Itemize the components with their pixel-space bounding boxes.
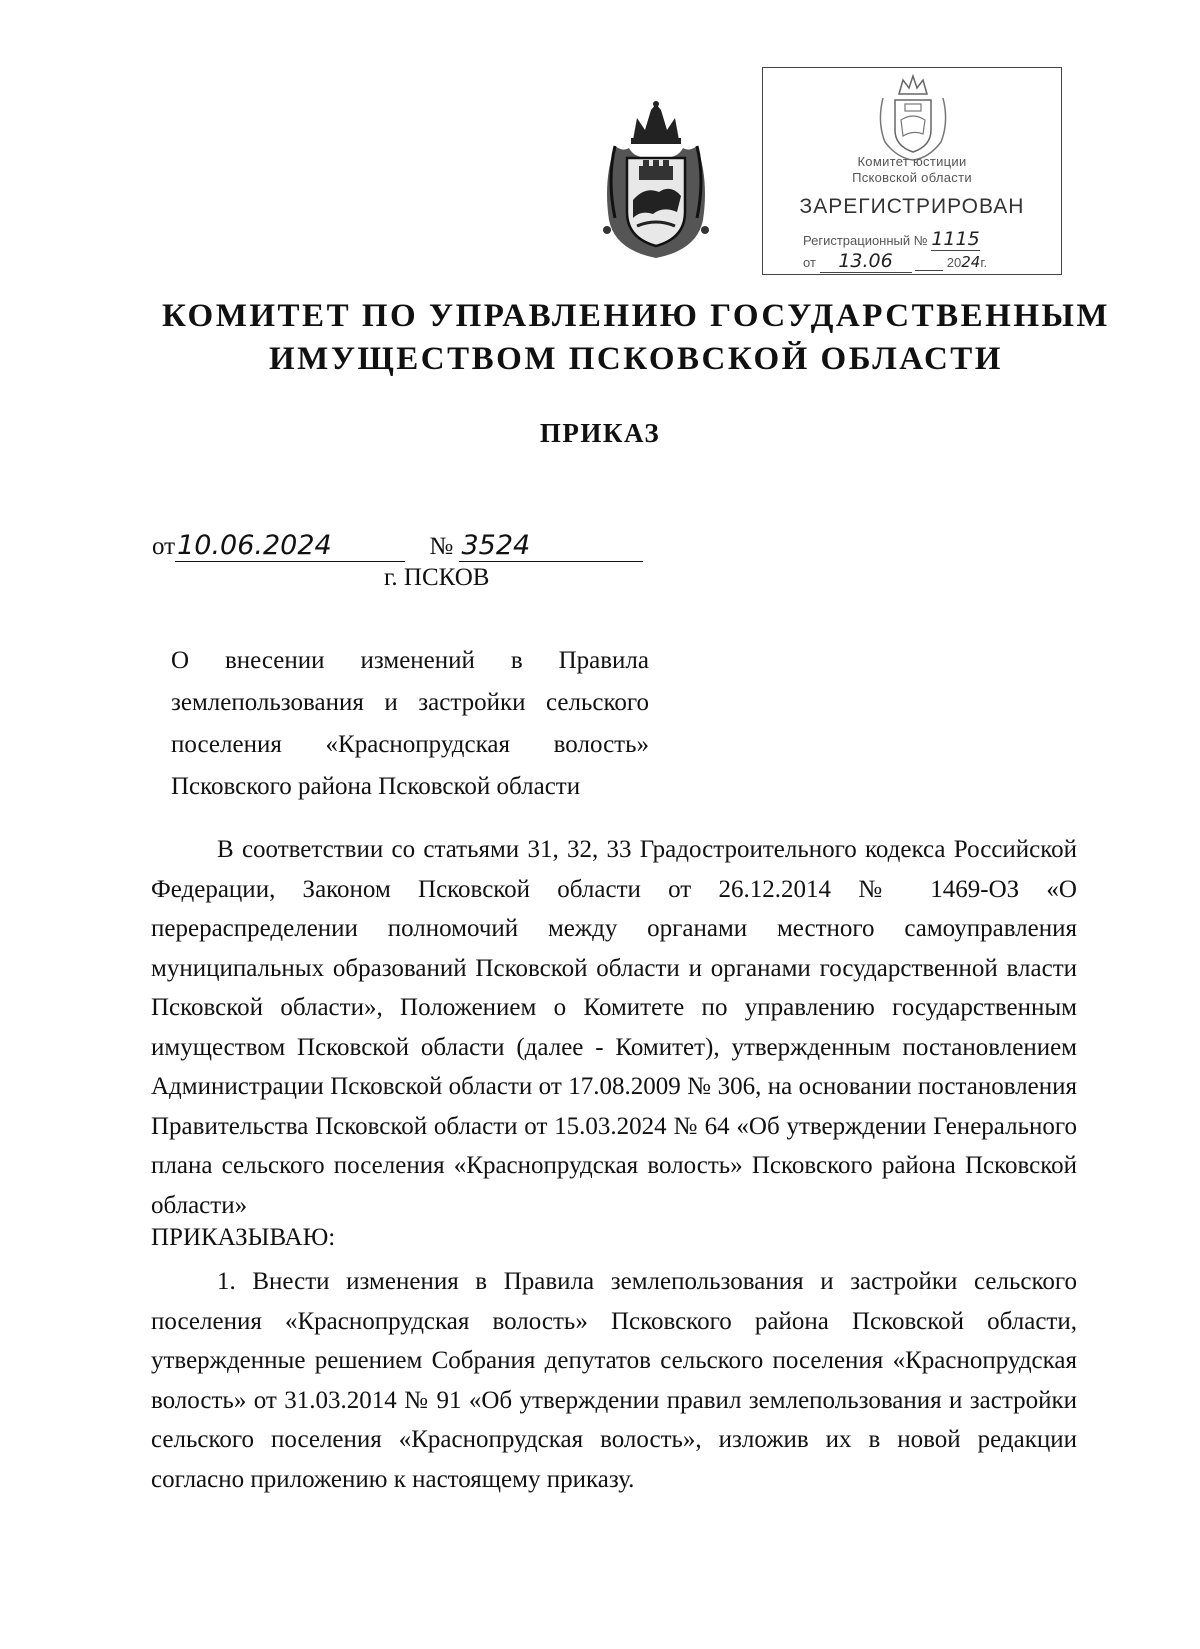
order-date-number-line bbox=[152, 531, 643, 562]
stamp-date-value: 13.06 bbox=[820, 250, 912, 273]
preamble-paragraph: В соответствии со статьями 31, 32, 33 Градостроительного кодекса Российской Федерации, Законом Псковской области от 26.12.2014 № 1469-ОЗ «О перераспределении полномочий между органами местного самоуправления муниципальных образований Псковской области и органами государственной власти Псковской области», Положением о Комитете по управлению государственным имуществом Псковской области (далее - Комитет), утвержденным постановлением Администрации Псковской области от 17.08.2009 № 306, на основании постановления Правительства Псковской области от 15.03.2024 № 64 «Об утверждении Генерального плана сельского поселения «Краснопрудская волость» Псковского района Псковской области» bbox=[151, 836, 1077, 1219]
stamp-org-line2: Псковской области bbox=[852, 170, 972, 185]
stamp-status: ЗАРЕГИСТРИРОВАН bbox=[799, 195, 1025, 218]
order-number-label: № bbox=[429, 533, 454, 560]
document-type-title: ПРИКАЗ bbox=[539, 418, 661, 448]
registration-stamp bbox=[762, 67, 1062, 275]
stamp-reg-row bbox=[803, 228, 980, 251]
stamp-date-row bbox=[803, 250, 987, 273]
stamp-year-end: г. bbox=[980, 255, 988, 270]
stamp-year-prefix: 20 bbox=[946, 255, 962, 270]
stamp-org-line1: Комитет юстиции bbox=[857, 154, 967, 169]
stamp-year-suffix: 24 bbox=[961, 253, 981, 271]
order-date-label: от bbox=[152, 533, 176, 560]
committee-name-line2: ИМУЩЕСТВОМ ПСКОВСКОЙ ОБЛАСТИ bbox=[269, 341, 1003, 377]
order-number-value: 3524 bbox=[459, 531, 643, 562]
stamp-reg-label: Регистрационный № bbox=[803, 233, 928, 248]
stamp-reg-number: 1115 bbox=[931, 228, 980, 250]
order-item-1: 1. Внести изменения в Правила землепользования и застройки сельского поселения «Краснопрудская волость» Псковского района Псковской области, утвержденные решением Собрания депутатов сельского поселения «Краснопрудская волость» от 31.03.2014 № 91 «Об утверждении правил землепользования и застройки сельского поселения «Краснопрудская волость», изложив их в новой редакции согласно приложению к настоящему приказу. bbox=[151, 1268, 1077, 1493]
order-city: г. ПСКОВ bbox=[384, 564, 490, 591]
stamp-date-label: от bbox=[803, 255, 816, 270]
order-subject: О внесении изменений в Правила землепользования и застройки сельского поселения «Краснопрудская волость» Псковского района Псковской области bbox=[171, 647, 649, 800]
committee-name-line1: КОМИТЕТ ПО УПРАВЛЕНИЮ ГОСУДАРСТВЕННЫМ bbox=[161, 298, 1111, 334]
order-date-value: 10.06.2024 bbox=[175, 531, 405, 562]
order-directive-word: ПРИКАЗЫВАЮ: bbox=[151, 1224, 336, 1251]
coat-of-arms-icon bbox=[593, 100, 719, 260]
stamp-seal-icon bbox=[863, 72, 963, 164]
